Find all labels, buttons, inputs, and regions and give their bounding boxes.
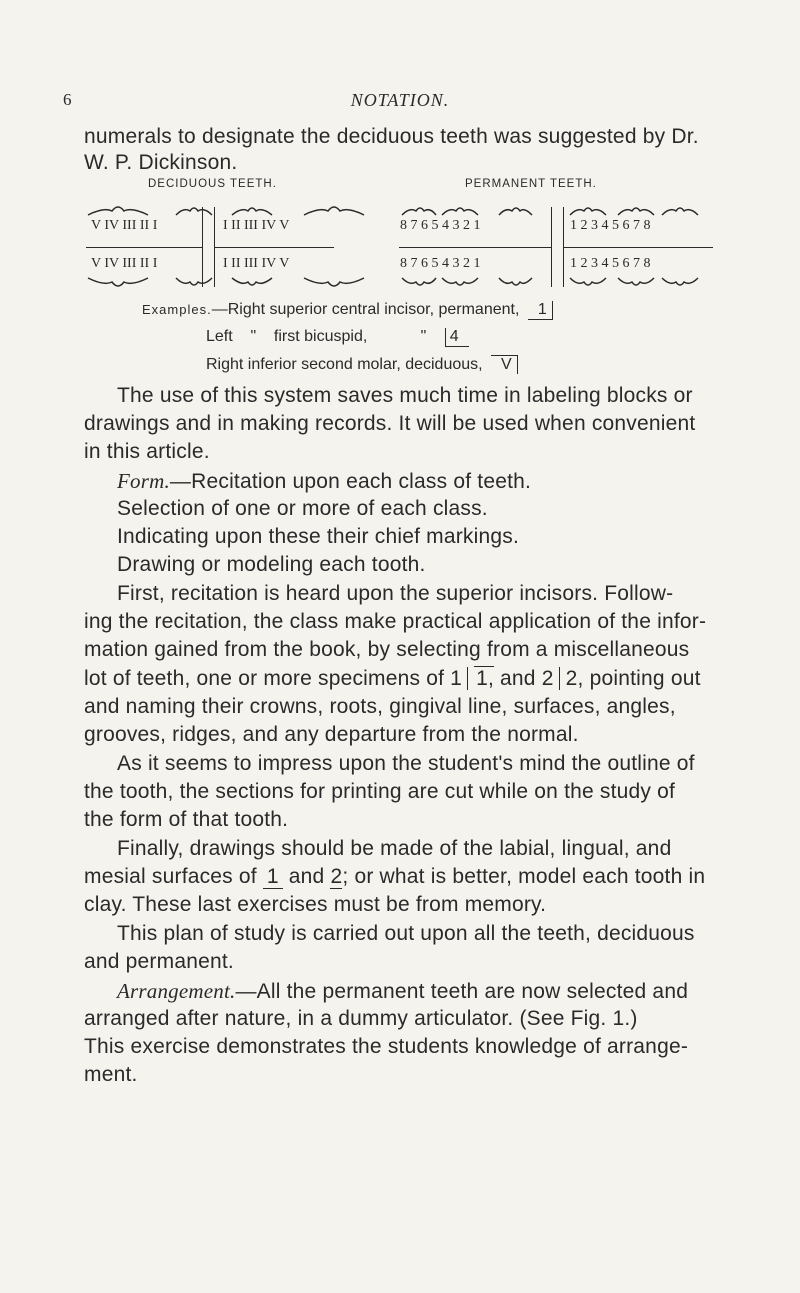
paragraph-line: and permanent. bbox=[84, 950, 234, 973]
paragraph-line: drawings and in making records. It will be used when convenient bbox=[84, 412, 696, 435]
text-span: pointing out bbox=[583, 667, 701, 690]
example-3-text: Right inferior second molar, deciduous, bbox=[206, 356, 483, 373]
intro-line-1: numerals to designate the deciduous teeth was suggested by Dr. bbox=[84, 125, 699, 148]
permanent-upper-left: 8 7 6 5 4 3 2 1 bbox=[400, 218, 481, 233]
upper-brace-marks bbox=[84, 203, 800, 217]
paragraph-line: the form of that tooth. bbox=[84, 808, 289, 831]
permanent-upper-right: 1 2 3 4 5 6 7 8 bbox=[570, 218, 651, 233]
text-span: lot of teeth, one or more specimens of bbox=[84, 667, 451, 690]
deciduous-heading: DECIDUOUS TEETH. bbox=[148, 178, 277, 190]
form-item: Selection of one or more of each class. bbox=[117, 497, 488, 520]
form-label: Form. bbox=[117, 469, 170, 493]
deciduous-upper-right: I II III IV V bbox=[223, 218, 290, 233]
deciduous-upper-left: V IV III II I bbox=[91, 218, 158, 233]
text-span: mesial surfaces of bbox=[84, 865, 263, 888]
example-1-value: 1 bbox=[528, 301, 553, 320]
paragraph-line: clay. These last exercises must be from memory. bbox=[84, 893, 547, 916]
example-row-2 bbox=[206, 328, 469, 347]
page-number: 6 bbox=[63, 90, 72, 109]
form-item: Drawing or modeling each tooth. bbox=[117, 553, 426, 576]
occlusal-line bbox=[399, 247, 551, 248]
notation-value: 2 bbox=[542, 667, 560, 690]
example-row-1 bbox=[142, 301, 553, 320]
occlusal-line bbox=[563, 247, 713, 248]
paragraph-line-notation bbox=[84, 865, 705, 889]
text-span: ; or what is better, model each tooth in bbox=[342, 865, 706, 888]
lower-brace-marks bbox=[84, 276, 800, 290]
form-text: —Recitation upon each class of teeth. bbox=[169, 470, 532, 493]
notation-value: 1 bbox=[263, 865, 283, 889]
deciduous-lower-left: V IV III II I bbox=[91, 256, 158, 271]
page-header bbox=[0, 90, 800, 114]
paragraph-line: and naming their crowns, roots, gingival line, surfaces, angles, bbox=[84, 695, 676, 718]
permanent-lower-right: 1 2 3 4 5 6 7 8 bbox=[570, 256, 651, 271]
notation-value: 1, bbox=[476, 667, 495, 690]
paragraph-line: the tooth, the sections for printing are cut while on the study of bbox=[84, 780, 676, 803]
paragraph-line: grooves, ridges, and any departure from the normal. bbox=[84, 723, 579, 746]
midline-divider bbox=[551, 207, 552, 287]
text-span: and bbox=[282, 865, 331, 888]
permanent-lower-left: 8 7 6 5 4 3 2 1 bbox=[400, 256, 481, 271]
example-2-text: Left " first bicuspid, " bbox=[206, 328, 427, 345]
intro-line-2: W. P. Dickinson. bbox=[84, 151, 238, 174]
paragraph-line-notation bbox=[84, 667, 701, 691]
examples-label: Examples. bbox=[142, 302, 212, 317]
running-title: NOTATION. bbox=[350, 90, 450, 110]
arrangement-label: Arrangement. bbox=[117, 979, 236, 1003]
notation-value: 2 bbox=[330, 865, 343, 888]
paragraph-line: This plan of study is carried out upon all the teeth, deciduous bbox=[117, 922, 695, 945]
occlusal-line bbox=[214, 247, 334, 248]
deciduous-lower-right: I II III IV V bbox=[223, 256, 290, 271]
form-heading-line bbox=[117, 469, 531, 494]
permanent-heading: PERMANENT TEETH. bbox=[465, 178, 597, 190]
arrangement-heading-line bbox=[117, 979, 688, 1004]
example-row-3 bbox=[206, 355, 518, 374]
paragraph-line: First, recitation is heard upon the superior incisors. Follow- bbox=[117, 582, 674, 605]
midline-divider bbox=[202, 207, 203, 287]
paragraph-line: ing the recitation, the class make practical application of the infor- bbox=[84, 610, 707, 633]
paragraph-line: This exercise demonstrates the students knowledge of arrange- bbox=[84, 1035, 689, 1058]
paragraph-line: As it seems to impress upon the student's mind the outline of bbox=[117, 752, 695, 775]
paragraph-line: mation gained from the book, by selecting from a miscellaneous bbox=[84, 638, 690, 661]
notation-value: 1 bbox=[450, 667, 468, 690]
example-3-value: V bbox=[491, 355, 518, 374]
example-2-value: 4 bbox=[445, 328, 469, 347]
paragraph-line: ment. bbox=[84, 1063, 138, 1086]
notation-value: 2, bbox=[565, 667, 584, 690]
text-span: and bbox=[494, 667, 542, 690]
form-item: Indicating upon these their chief markings. bbox=[117, 525, 519, 548]
example-1-text: —Right superior central incisor, permanent, bbox=[211, 301, 520, 318]
arrangement-text: —All the permanent teeth are now selected and bbox=[235, 980, 689, 1003]
occlusal-line bbox=[86, 247, 202, 248]
paragraph-line: in this article. bbox=[84, 440, 210, 463]
paragraph-line: The use of this system saves much time in labeling blocks or bbox=[117, 384, 693, 407]
paragraph-line: Finally, drawings should be made of the labial, lingual, and bbox=[117, 837, 672, 860]
paragraph-line: arranged after nature, in a dummy articulator. (See Fig. 1.) bbox=[84, 1007, 638, 1030]
